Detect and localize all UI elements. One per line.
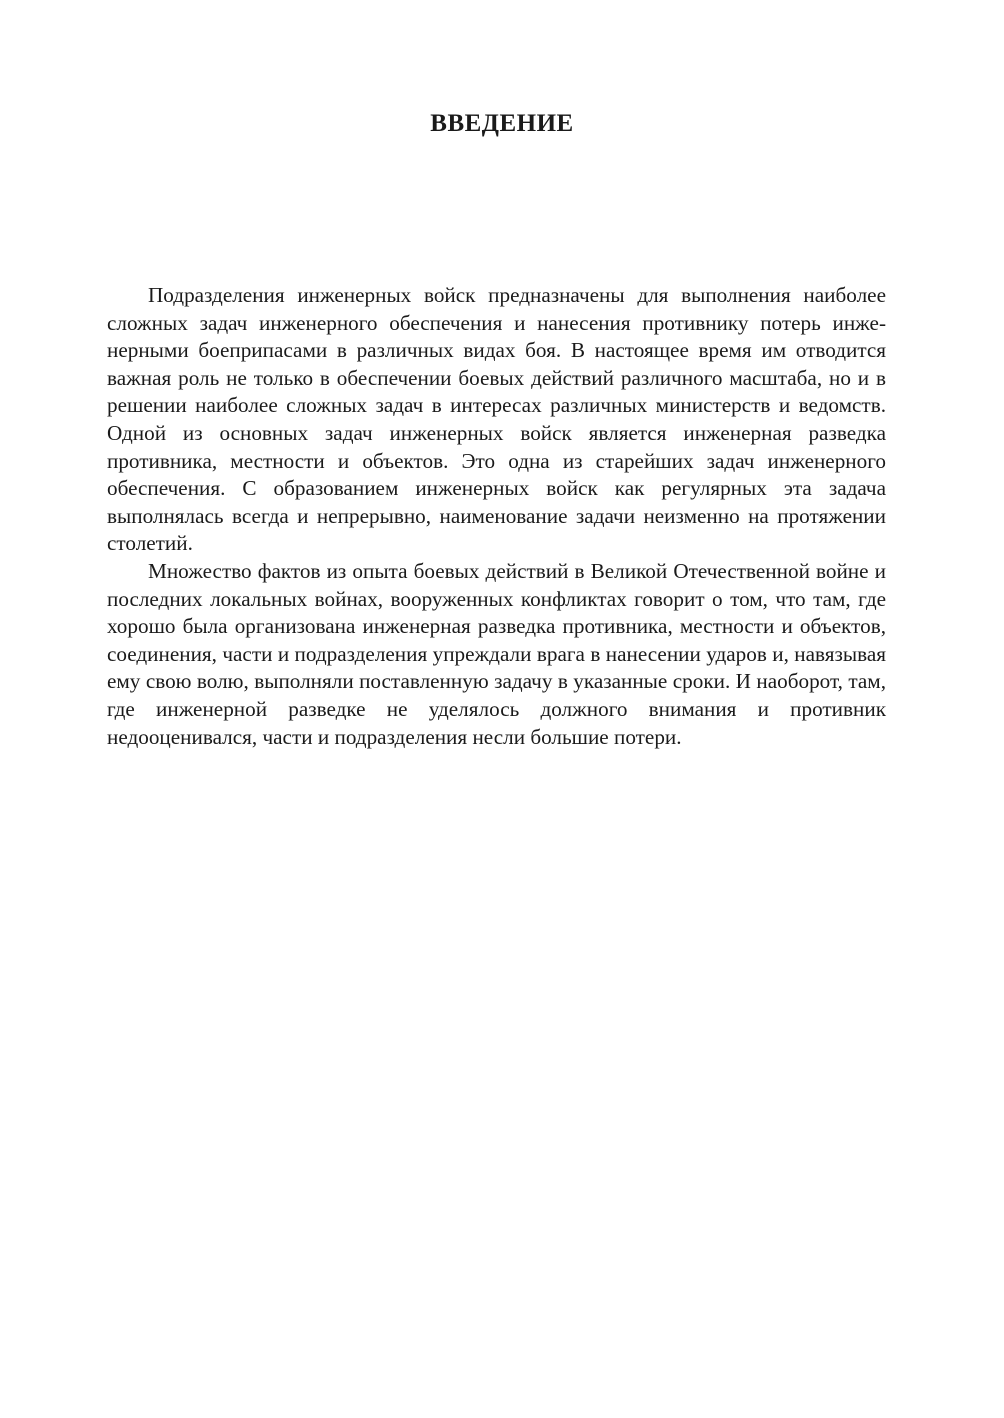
- page-title: ВВЕДЕНИЕ: [430, 110, 574, 137]
- body-text: [107, 282, 886, 751]
- paragraph-2: Множество фактов из опыта боевых действий в Великой Отечественной войне и последних локальных войнах, вооруженных конфликтах говорит о том, что там, где хорошо была организована инженерная разведка противника, местности и объектов, соединения, части и подразделения упреждали врага в нанесении ударов и, навязывая ему свою волю, выполняли поставленную задачу в указанные сроки. И наоборот, там, где инженерной разведке не уделялось должного внимания и противник недооценивался, части и подразделения несли большие потери.: [107, 558, 886, 749]
- paragraph-1: Подразделения инженерных войск предназначены для выполнения наиболее сложных задач инженерного обеспечения и нанесения противнику потерь инженерными боеприпасами в различных видах боя. В настоящее время им отводится важная роль не только в обеспечении боевых действий различного масштаба, но и в решении наиболее сложных задач в интересах различных министерств и ведомств. Одной из основных задач инженерных войск является инженерная разведка противника, местности и объектов. Это одна из старейших задач инженерного обеспечения. С образованием инженерных войск как регулярных эта задача выполнялась всегда и непрерывно, наименование задачи неизменно на протяжении столетий.: [107, 283, 886, 556]
